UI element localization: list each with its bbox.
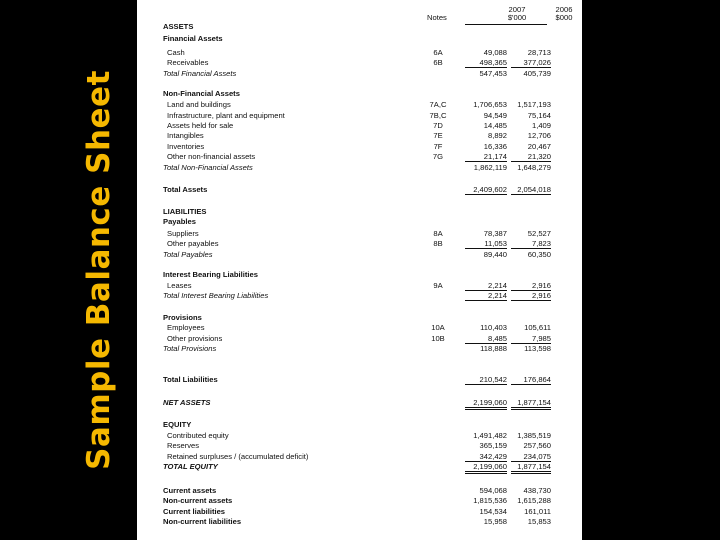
row-label: Employees [167, 323, 205, 332]
row-value-2007: 498,365 [465, 58, 507, 68]
row-label: Leases [167, 281, 192, 290]
row-value-2006: 7,823 [511, 239, 551, 249]
row-value-2007: 49,088 [483, 48, 507, 57]
row-label: Provisions [163, 313, 202, 322]
row-value-2007: 594,068 [479, 486, 507, 495]
row-note: 6B [433, 58, 443, 67]
header-unit-2007: $'000 [507, 13, 527, 22]
row-value-2006: 1,517,193 [517, 100, 551, 109]
row-value-2006: 2,916 [511, 291, 551, 301]
row-value-2006: 1,877,154 [511, 462, 551, 474]
row-value-2007: 154,534 [479, 507, 507, 516]
row-value-2007: 78,387 [483, 229, 507, 238]
row-value-2006: 113,598 [524, 344, 551, 353]
row-label: Total Financial Assets [163, 69, 237, 78]
row-value-2007: 547,453 [479, 69, 507, 78]
row-value-2006: 176,864 [511, 375, 551, 385]
row-label: Other non-financial assets [167, 152, 256, 161]
row-value-2007: 342,429 [465, 452, 507, 462]
header-notes: Notes [427, 13, 447, 22]
row-label: Receivables [167, 58, 209, 67]
header-year-2006: 2006 [555, 5, 573, 14]
row-value-2007: 21,174 [465, 152, 507, 162]
row-value-2007: 2,214 [465, 291, 507, 301]
row-note: 10A [431, 323, 445, 332]
row-value-2007: 118,888 [480, 344, 507, 353]
row-label: Cash [167, 48, 185, 57]
row-note: 6A [433, 48, 443, 57]
row-label: Financial Assets [163, 34, 223, 43]
row-label: Total Payables [163, 250, 213, 259]
row-value-2006: 1,409 [531, 121, 551, 130]
row-value-2006: 75,164 [527, 111, 551, 120]
row-label: TOTAL EQUITY [163, 462, 218, 471]
row-value-2006: 52,527 [527, 229, 551, 238]
slide-title [64, 0, 134, 540]
row-label: Land and buildings [167, 100, 231, 109]
row-label: Non-current assets [163, 496, 233, 505]
row-label: NET ASSETS [163, 398, 211, 407]
row-label: Intangibles [167, 131, 204, 140]
row-label: LIABILITIES [163, 207, 207, 216]
row-note: 9A [433, 281, 443, 290]
row-label: Current liabilities [163, 507, 226, 516]
header-rule-2007 [465, 24, 547, 25]
row-value-2006: 60,350 [527, 250, 551, 259]
row-label: Retained surpluses / (accumulated deficit) [167, 452, 309, 461]
row-value-2007: 16,336 [483, 142, 507, 151]
row-value-2006: 1,385,519 [517, 431, 551, 440]
row-label: Total Liabilities [163, 375, 218, 384]
row-value-2007: 1,862,119 [473, 163, 507, 172]
row-label: Reserves [167, 441, 200, 450]
row-value-2007: 110,403 [480, 323, 507, 332]
row-value-2007: 1,706,653 [473, 100, 507, 109]
row-value-2006: 161,011 [524, 507, 551, 516]
row-value-2007: 2,409,602 [465, 185, 507, 195]
row-value-2007: 2,214 [465, 281, 507, 291]
row-label: Total Interest Bearing Liabilities [163, 291, 269, 300]
row-value-2006: 15,853 [527, 517, 551, 526]
row-note: 7A,C [429, 100, 447, 109]
row-note: 7E [433, 131, 443, 140]
row-label: Total Assets [163, 185, 208, 194]
slide-title-text: Sample Balance Sheet [81, 70, 117, 470]
row-label: Infrastructure, plant and equipment [167, 111, 285, 120]
row-value-2007: 11,053 [465, 239, 507, 249]
row-label: Other provisions [167, 334, 223, 343]
row-value-2007: 1,491,482 [473, 431, 507, 440]
row-value-2006: 28,713 [527, 48, 551, 57]
row-note: 10B [431, 334, 445, 343]
row-note: 7F [433, 142, 443, 151]
balance-sheet-document [137, 0, 582, 540]
row-value-2006: 1,615,288 [517, 496, 551, 505]
row-value-2006: 377,026 [511, 58, 551, 68]
row-note: 7B,C [429, 111, 447, 120]
row-note: 8A [433, 229, 443, 238]
row-note: 8B [433, 239, 443, 248]
row-value-2007: 365,159 [479, 441, 507, 450]
row-value-2007: 94,549 [483, 111, 507, 120]
row-value-2006: 21,320 [511, 152, 551, 162]
row-label: ASSETS [163, 22, 194, 31]
row-value-2007: 89,440 [483, 250, 507, 259]
row-label: Inventories [167, 142, 205, 151]
row-value-2006: 105,611 [524, 323, 551, 332]
row-label: Other payables [167, 239, 219, 248]
row-value-2007: 2,199,060 [465, 462, 507, 474]
row-value-2006: 20,467 [527, 142, 551, 151]
row-label: Non-current liabilities [163, 517, 242, 526]
row-note: 7G [432, 152, 444, 161]
row-value-2006: 2,916 [511, 281, 551, 291]
row-label: Current assets [163, 486, 217, 495]
row-label: Non-Financial Assets [163, 89, 240, 98]
header-year-2007: 2007 [508, 5, 526, 14]
row-label: Interest Bearing Liabilities [163, 270, 258, 279]
header-unit-2006: $000 [555, 13, 573, 22]
row-label: Total Non-Financial Assets [163, 163, 253, 172]
row-label: Total Provisions [163, 344, 217, 353]
row-value-2006: 234,075 [511, 452, 551, 462]
row-value-2007: 210,542 [465, 375, 507, 385]
row-value-2006: 438,730 [523, 486, 551, 495]
row-value-2006: 1,648,279 [517, 163, 551, 172]
row-value-2006: 7,985 [511, 334, 551, 344]
row-label: Contributed equity [167, 431, 229, 440]
row-value-2007: 15,958 [483, 517, 507, 526]
row-note: 7D [433, 121, 443, 130]
row-label: EQUITY [163, 420, 192, 429]
row-value-2007: 1,815,536 [473, 496, 507, 505]
row-value-2006: 12,706 [527, 131, 551, 140]
row-value-2006: 257,560 [523, 441, 551, 450]
row-value-2006: 405,739 [523, 69, 551, 78]
row-value-2006: 1,877,154 [511, 398, 551, 410]
row-value-2007: 14,485 [483, 121, 507, 130]
row-label: Suppliers [167, 229, 199, 238]
row-value-2007: 8,892 [487, 131, 507, 140]
row-label: Assets held for sale [167, 121, 234, 130]
row-value-2006: 2,054,018 [511, 185, 551, 195]
row-label: Payables [163, 217, 196, 226]
row-value-2007: 8,485 [465, 334, 507, 344]
row-value-2007: 2,199,060 [465, 398, 507, 410]
